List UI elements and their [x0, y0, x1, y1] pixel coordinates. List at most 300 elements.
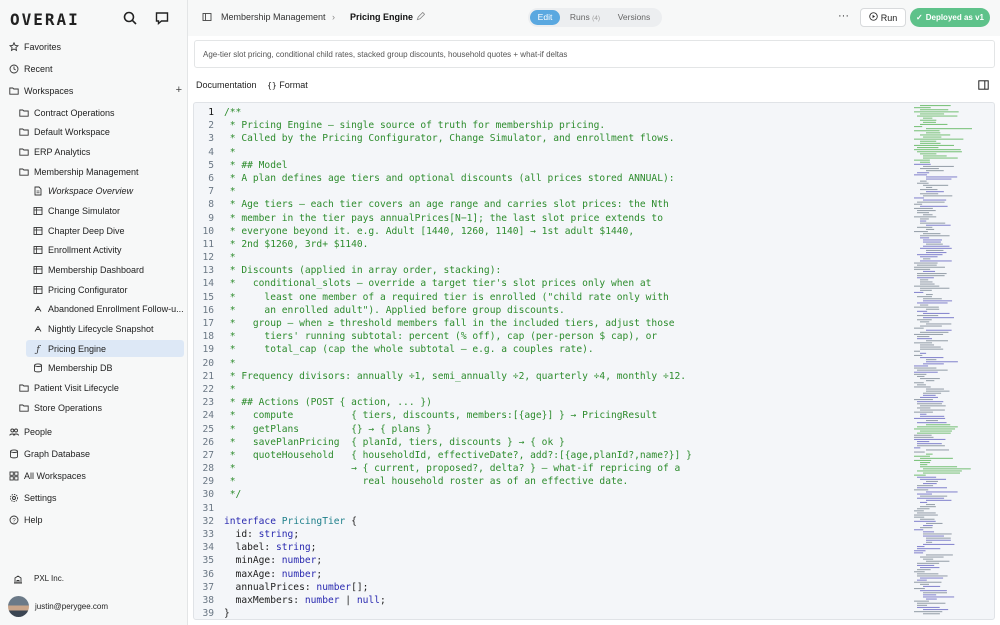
app-icon	[202, 12, 212, 24]
minimap-line	[914, 286, 939, 287]
line-number: 28	[202, 463, 214, 475]
code-line[interactable]	[194, 317, 906, 330]
minimap-line	[914, 130, 940, 131]
code-text: *	[224, 146, 236, 158]
minimap-line	[917, 487, 947, 488]
code-line[interactable]	[194, 449, 906, 462]
code-line[interactable]	[194, 304, 906, 317]
minimap-line	[926, 361, 958, 362]
minimap-line	[914, 139, 963, 140]
code-line[interactable]	[194, 541, 906, 554]
sidebar-item-label: Default Workspace	[34, 127, 110, 138]
logo: OVERAI	[10, 10, 80, 29]
nav-people[interactable]: People	[8, 423, 184, 440]
code-line[interactable]	[194, 119, 906, 132]
nav-workspaces[interactable]: Workspaces +	[8, 82, 184, 99]
minimap-line	[917, 569, 931, 570]
minimap-line	[920, 284, 935, 285]
nav-recent[interactable]: Recent	[8, 60, 184, 77]
code-line[interactable]	[194, 172, 906, 185]
code-text: * member in the tier pays annualPrices[N−1]; the last slot price extends to	[224, 212, 663, 224]
nav-settings[interactable]: Settings	[8, 489, 184, 506]
sidebar-item-abandoned-enrollment-follow-u[interactable]	[26, 301, 184, 318]
minimap-line	[920, 466, 957, 467]
clock-icon	[8, 63, 20, 75]
minimap-line	[923, 533, 952, 534]
minimap-line	[920, 349, 943, 350]
minimap-line	[923, 122, 936, 123]
line-number: 31	[202, 502, 214, 514]
code-line[interactable]	[194, 594, 906, 607]
minimap-line	[917, 548, 940, 549]
code-text: *	[224, 383, 236, 395]
code-line[interactable]	[194, 225, 906, 238]
minimap-line	[914, 529, 923, 530]
sidebar-item-label: Workspace Overview	[48, 186, 134, 197]
line-number: 17	[202, 318, 214, 329]
minimap-line	[917, 277, 934, 278]
workflow-icon	[32, 303, 44, 315]
line-number: 36	[202, 568, 214, 580]
help-icon	[8, 514, 20, 526]
sidebar-item-membership-dashboard[interactable]	[26, 261, 184, 278]
chevron-right-icon: ›	[332, 12, 335, 22]
minimap-line	[914, 550, 926, 551]
folder-icon	[18, 146, 30, 158]
minimap[interactable]	[912, 103, 972, 620]
people-icon	[8, 426, 20, 438]
minimap-line	[920, 590, 947, 591]
gear-icon	[8, 492, 20, 504]
minimap-line	[923, 158, 958, 159]
minimap-line	[917, 336, 929, 337]
code-line[interactable]	[194, 251, 906, 264]
code-line[interactable]	[194, 488, 906, 501]
minimap-line	[923, 155, 947, 156]
minimap-line	[914, 269, 930, 270]
pencil-icon[interactable]	[416, 12, 425, 23]
description-field[interactable]: Age-tier slot pricing, conditional child rates, stacked group discounts, household quotes + what-if deltas	[194, 40, 995, 68]
minimap-line	[926, 128, 972, 129]
sidebar-item-change-simulator[interactable]	[26, 202, 184, 219]
code-text: }	[224, 608, 230, 620]
line-number: 13	[202, 265, 214, 277]
code-line[interactable]	[194, 515, 906, 528]
minimap-line	[914, 611, 942, 612]
minimap-line	[923, 258, 930, 259]
minimap-line	[920, 153, 936, 154]
minimap-line	[914, 355, 922, 356]
grid-icon	[8, 470, 20, 482]
database-icon	[8, 448, 20, 460]
org-switcher[interactable]: PXL Inc.	[12, 570, 188, 587]
format-button[interactable]: {} Format	[267, 80, 308, 90]
workflow-icon	[32, 323, 44, 335]
line-number: 38	[202, 594, 214, 606]
table-icon	[32, 284, 44, 296]
minimap-line	[914, 447, 920, 448]
minimap-line	[920, 237, 929, 238]
code-line[interactable]	[194, 383, 906, 396]
minimap-line	[923, 313, 950, 314]
line-number: 20	[202, 357, 214, 369]
minimap-line	[917, 565, 934, 566]
code-line[interactable]	[194, 462, 906, 475]
sidebar-item-patient-visit-lifecycle[interactable]	[12, 379, 184, 396]
sidebar-item-pricing-configurator[interactable]	[26, 281, 184, 298]
braces-icon: {}	[267, 81, 277, 90]
minimap-line	[920, 584, 929, 585]
code-text: id: string;	[224, 529, 300, 540]
minimap-line	[920, 290, 932, 291]
minimap-line	[923, 271, 935, 272]
code-line[interactable]	[194, 423, 906, 436]
sidebar-item-erp-analytics[interactable]	[12, 143, 184, 160]
code-text: * A plan defines age tiers and optional discounts (all prices stored ANNUAL):	[224, 172, 675, 184]
minimap-line	[920, 143, 941, 144]
minimap-line	[920, 248, 952, 249]
minimap-line	[923, 300, 952, 301]
code-text: */	[224, 489, 242, 501]
code-line[interactable]	[194, 185, 906, 198]
code-text: maxMembers: number | null;	[224, 594, 386, 606]
building-icon	[12, 573, 24, 585]
breadcrumb-parent[interactable]: Membership Management	[221, 12, 326, 22]
code-line[interactable]	[194, 106, 906, 119]
code-text: * total_cap (cap the whole subtotal — e.g. a couples rate).	[224, 344, 594, 356]
minimap-line	[914, 368, 936, 369]
code-line[interactable]	[194, 159, 906, 172]
tab-versions[interactable]: Versions	[617, 12, 651, 22]
minimap-line	[926, 599, 937, 600]
code-line[interactable]	[194, 132, 906, 145]
minimap-line	[917, 485, 933, 486]
minimap-line	[917, 212, 929, 213]
code-text: * group — when ≥ threshold members fall in the included tiers, adjust those	[224, 318, 675, 329]
minimap-line	[920, 479, 946, 480]
minimap-line	[920, 256, 938, 257]
line-number: 6	[208, 172, 214, 184]
sidebar-item-nightly-lifecycle-snapshot[interactable]	[26, 320, 184, 337]
code-line[interactable]	[194, 528, 906, 541]
sidebar-item-enrollment-activity[interactable]	[26, 242, 184, 259]
minimap-line	[914, 334, 943, 335]
line-number: 12	[202, 252, 214, 264]
minimap-line	[914, 439, 945, 440]
minimap-line	[920, 281, 933, 282]
minimap-line	[920, 462, 930, 463]
minimap-line	[923, 242, 941, 243]
nav-favorites[interactable]: Favorites	[8, 38, 184, 55]
code-line[interactable]	[194, 343, 906, 356]
code-line[interactable]	[194, 370, 906, 383]
folder-icon	[18, 382, 30, 394]
minimap-line	[920, 578, 943, 579]
line-number: 11	[202, 238, 214, 250]
minimap-line	[914, 208, 933, 209]
sidebar-item-chapter-deep-dive[interactable]	[26, 222, 184, 239]
code-text: *	[224, 357, 236, 369]
sidebar-item-store-operations[interactable]	[12, 399, 184, 416]
minimap-line	[914, 571, 925, 572]
minimap-line	[926, 454, 933, 455]
code-line[interactable]	[194, 357, 906, 370]
line-number: 25	[202, 423, 214, 435]
minimap-line	[920, 397, 938, 398]
minimap-line	[914, 437, 934, 438]
minimap-line	[914, 374, 926, 375]
minimap-line	[914, 164, 931, 165]
code-line[interactable]	[194, 409, 906, 422]
code-text: * savePlanPricing { planId, tiers, discounts } → { ok }	[224, 436, 565, 448]
minimap-line	[914, 174, 927, 175]
minimap-line	[923, 393, 941, 394]
minimap-line	[917, 498, 944, 499]
minimap-line	[917, 210, 936, 211]
code-line[interactable]	[194, 212, 906, 225]
minimap-line	[914, 328, 924, 329]
minimap-line	[923, 239, 942, 240]
minimap-line	[920, 168, 939, 169]
line-number: 9	[208, 212, 214, 224]
play-icon	[869, 12, 878, 23]
minimap-line	[920, 221, 926, 222]
line-number: 19	[202, 344, 214, 356]
minimap-line	[920, 134, 950, 135]
minimap-line	[926, 294, 933, 295]
panel-toggle-icon[interactable]	[978, 80, 989, 92]
minimap-line	[917, 338, 932, 339]
code-line[interactable]	[194, 581, 906, 594]
minimap-line	[914, 351, 920, 352]
code-line[interactable]	[194, 475, 906, 488]
minimap-line	[926, 229, 934, 230]
minimap-line	[914, 342, 932, 343]
more-icon[interactable]: ···	[838, 10, 849, 22]
minimap-line	[923, 586, 940, 587]
minimap-line	[920, 357, 943, 358]
line-number: 34	[202, 542, 214, 554]
minimap-line	[920, 502, 927, 503]
run-button[interactable]: Run	[860, 8, 906, 27]
table-icon	[32, 244, 44, 256]
code-text: label: string;	[224, 542, 317, 554]
minimap-line	[923, 363, 944, 364]
code-line[interactable]	[194, 396, 906, 409]
minimap-line	[920, 181, 927, 182]
table-icon	[32, 264, 44, 276]
code-line[interactable]	[194, 502, 906, 515]
minimap-line	[920, 223, 945, 224]
minimap-line	[920, 141, 936, 142]
doc-toolbar	[196, 80, 308, 90]
code-content[interactable]	[194, 106, 906, 620]
table-icon	[32, 205, 44, 217]
minimap-line	[920, 414, 926, 415]
sidebar-item-membership-db[interactable]	[26, 360, 184, 377]
page-title: Pricing Engine	[350, 12, 414, 22]
minimap-line	[923, 536, 944, 537]
minimap-line	[920, 506, 936, 507]
sidebar	[0, 0, 188, 625]
minimap-line	[920, 464, 927, 465]
minimap-line	[917, 508, 930, 509]
function-icon	[32, 343, 44, 355]
code-line[interactable]	[194, 291, 906, 304]
minimap-line	[917, 441, 929, 442]
minimap-line	[914, 216, 936, 217]
line-number: 5	[208, 159, 214, 171]
minimap-line	[917, 407, 930, 408]
tab-edit[interactable]: Edit	[530, 10, 560, 25]
code-text: * quoteHousehold { householdId, effectiveDate?, add?:[{age,planId?,name?}] }	[224, 449, 692, 461]
minimap-line	[914, 418, 945, 419]
minimap-line	[923, 118, 932, 119]
sidebar-item-membership-management[interactable]	[12, 163, 184, 180]
minimap-line	[923, 195, 952, 196]
minimap-line	[917, 302, 948, 303]
minimap-line	[914, 107, 931, 108]
minimap-line	[914, 475, 926, 476]
minimap-line	[926, 340, 948, 341]
minimap-line	[914, 452, 925, 453]
minimap-line	[923, 525, 933, 526]
sidebar-item-label: Store Operations	[34, 402, 103, 413]
minimap-line	[923, 559, 933, 560]
minimap-line	[920, 527, 932, 528]
top-bar	[188, 0, 1000, 36]
minimap-line	[920, 218, 929, 219]
sidebar-item-label: Nightly Lifecycle Snapshot	[48, 323, 154, 334]
user-menu[interactable]: justin@perygee.com	[8, 595, 184, 617]
svg-text:ƒ: ƒ	[36, 344, 40, 354]
deploy-status-button[interactable]: ✓ Deployed as v1	[910, 8, 990, 27]
line-number: 7	[208, 186, 214, 198]
minimap-line	[917, 296, 932, 297]
minimap-line	[926, 170, 944, 171]
tab-runs[interactable]: Runs (4)	[569, 12, 601, 22]
minimap-line	[926, 252, 946, 253]
minimap-line	[920, 458, 953, 459]
minimap-line	[917, 422, 947, 423]
minimap-line	[920, 332, 948, 333]
minimap-line	[914, 412, 933, 413]
minimap-line	[926, 380, 934, 381]
minimap-line	[920, 206, 948, 207]
line-number: 23	[202, 397, 214, 409]
code-text: maxAge: number;	[224, 568, 323, 580]
minimap-line	[917, 254, 943, 255]
database-icon	[32, 362, 44, 374]
minimap-line	[914, 111, 959, 112]
minimap-line	[917, 147, 938, 148]
line-number: 35	[202, 555, 214, 567]
search-icon[interactable]	[122, 10, 138, 26]
tab-documentation[interactable]: Documentation	[196, 80, 257, 90]
minimap-line	[923, 594, 936, 595]
minimap-line	[926, 481, 938, 482]
sidebar-item-workspace-overview[interactable]	[26, 183, 184, 200]
minimap-line	[917, 275, 945, 276]
minimap-line	[914, 160, 930, 161]
minimap-line	[926, 179, 951, 180]
nav-help[interactable]: ? Help	[8, 511, 184, 528]
minimap-line	[926, 420, 938, 421]
code-line[interactable]	[194, 238, 906, 251]
minimap-line	[920, 279, 928, 280]
minimap-line	[926, 523, 942, 524]
code-line[interactable]	[194, 277, 906, 290]
minimap-line	[914, 386, 931, 387]
minimap-line	[917, 401, 943, 402]
star-icon	[8, 41, 20, 53]
folder-open-icon	[18, 166, 30, 178]
svg-text:?: ?	[12, 517, 16, 524]
line-number: 27	[202, 449, 214, 461]
sidebar-item-label: Membership Management	[34, 166, 139, 177]
minimap-line	[926, 250, 943, 251]
minimap-line	[923, 531, 934, 532]
code-line[interactable]	[194, 146, 906, 159]
minimap-line	[920, 557, 944, 558]
chat-icon[interactable]	[154, 10, 170, 26]
minimap-line	[917, 477, 936, 478]
minimap-line	[923, 200, 946, 201]
minimap-line	[917, 265, 937, 266]
sidebar-item-label: Patient Visit Lifecycle	[34, 382, 119, 393]
sidebar-item-default-workspace[interactable]	[12, 124, 184, 141]
code-editor[interactable]	[193, 102, 995, 620]
minimap-line	[920, 235, 950, 236]
code-text: * an enrolled adult"). Applied before group discounts.	[224, 304, 565, 316]
code-line[interactable]	[194, 436, 906, 449]
line-number: 26	[202, 436, 214, 448]
minimap-line	[923, 483, 937, 484]
code-line[interactable]	[194, 264, 906, 277]
minimap-line	[917, 605, 927, 606]
code-line[interactable]	[194, 330, 906, 343]
minimap-line	[914, 197, 924, 198]
line-number: 3	[208, 133, 214, 145]
minimap-line	[914, 515, 938, 516]
minimap-line	[917, 384, 926, 385]
minimap-line	[917, 494, 932, 495]
minimap-line	[920, 347, 941, 348]
add-workspace-button[interactable]: +	[175, 84, 182, 96]
minimap-line	[920, 162, 930, 163]
code-line[interactable]	[194, 607, 906, 620]
minimap-line	[923, 137, 941, 138]
sidebar-header	[10, 8, 180, 28]
code-line[interactable]	[194, 554, 906, 567]
minimap-line	[920, 519, 935, 520]
minimap-line	[914, 517, 924, 518]
nav-graph-database[interactable]: Graph Database	[8, 445, 184, 462]
nav-all-workspaces[interactable]: All Workspaces	[8, 467, 184, 484]
minimap-line	[917, 227, 932, 228]
code-line[interactable]	[194, 568, 906, 581]
code-text: /**	[224, 107, 242, 118]
code-line[interactable]	[194, 198, 906, 211]
minimap-line	[926, 359, 936, 360]
sidebar-item-contract-operations[interactable]	[12, 104, 184, 121]
minimap-line	[920, 416, 944, 417]
minimap-line	[917, 433, 951, 434]
code-text: * Age tiers — each tier covers an age range and carries slot prices: the Nth	[224, 199, 669, 211]
sidebar-item-pricing-engine[interactable]	[26, 340, 184, 357]
minimap-line	[914, 145, 954, 146]
minimap-line	[914, 582, 941, 583]
